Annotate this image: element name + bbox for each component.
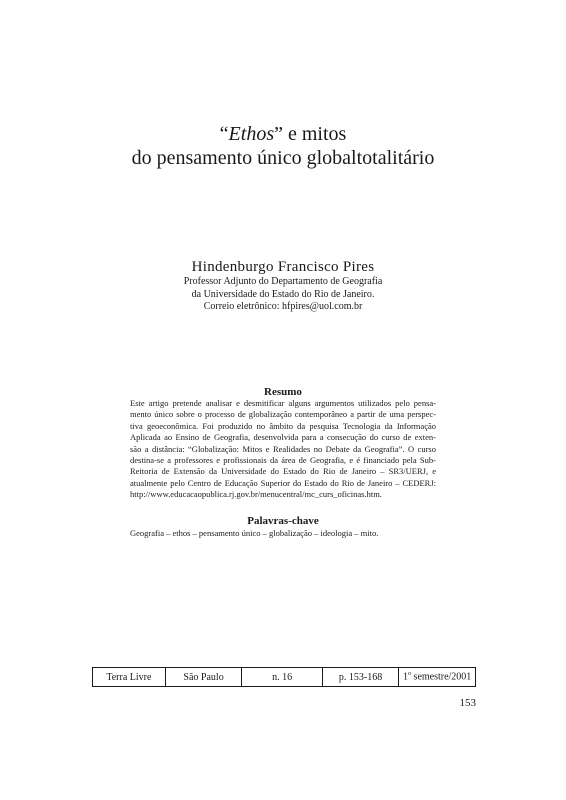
keywords-text: Geografia – ethos – pensamento único – globalização – ideologia – mito.: [130, 528, 379, 538]
abstract-line: são a distância: “Globalização: Mitos e Realidades no Debate da Geografia”. O curso: [130, 443, 436, 454]
author-name: Hindenburgo Francisco Pires: [191, 259, 375, 275]
semester-number: 1: [403, 671, 409, 683]
journal-info-table: [92, 667, 476, 687]
title-line-1-rest: ” e mitos: [274, 123, 347, 145]
title-ethos-word: Ethos: [228, 123, 275, 145]
semester-ordinal: o: [408, 671, 412, 678]
abstract-line: destina-se a professores e profissionais da área de Geografia, e é financiado pela Sub-: [130, 455, 436, 466]
journal-semester-cell: [399, 668, 476, 687]
abstract-line: Este artigo pretende analisar e desmitificar alguns argumentos utilizados pelo pensa-: [130, 398, 436, 408]
affiliation-line-2: da Universidade do Estado do Rio de Janeiro.: [191, 288, 375, 300]
title-line-2: do pensamento único globaltotalitário: [131, 147, 435, 169]
keywords-heading: Palavras-chave: [247, 515, 319, 527]
abstract-link-line: http://www.educacaopublica.rj.gov.br/menucentral/mc_curs_oficinas.htm.: [130, 489, 382, 500]
journal-pages-cell: p. 153-168: [322, 668, 399, 687]
paper-title: [0, 122, 566, 170]
abstract-line: Reitoria de Extensão da Universidade do Estado do Rio de Janeiro – SR3/UERJ, e: [130, 466, 436, 477]
page-number: 153: [459, 697, 476, 709]
abstract-line: mento único sobre o processo de globalização contemporâneo a partir de uma perspec-: [130, 409, 436, 420]
abstract-line: atualmente pelo Centro de Educação Superior do Estado do Rio de Janeiro – CEDERJ:: [130, 477, 436, 488]
abstract-line: tiva geoeconômica. Foi produzido no âmbito da pesquisa Tecnologia da Informação: [130, 420, 436, 431]
author-email: Correio eletrônico: hfpires@uol.com.br: [203, 301, 363, 312]
author-affiliation: [0, 276, 566, 314]
abstract-heading: Resumo: [264, 386, 302, 398]
journal-number-cell: n. 16: [242, 668, 322, 687]
journal-city-cell: São Paulo: [165, 668, 242, 687]
title-line-1: [0, 122, 566, 146]
journal-info-row: [93, 668, 476, 687]
journal-name-cell: Terra Livre: [93, 668, 166, 687]
abstract-body: [130, 398, 436, 501]
title-quote-open: “: [219, 123, 229, 145]
abstract-line: Aplicada ao Ensino de Geografia, desenvolvida para a consecução do curso de exten-: [130, 432, 436, 443]
semester-text: semestre/2001: [411, 671, 472, 683]
affiliation-line-1: Professor Adjunto do Departamento de Geografia: [183, 276, 383, 287]
